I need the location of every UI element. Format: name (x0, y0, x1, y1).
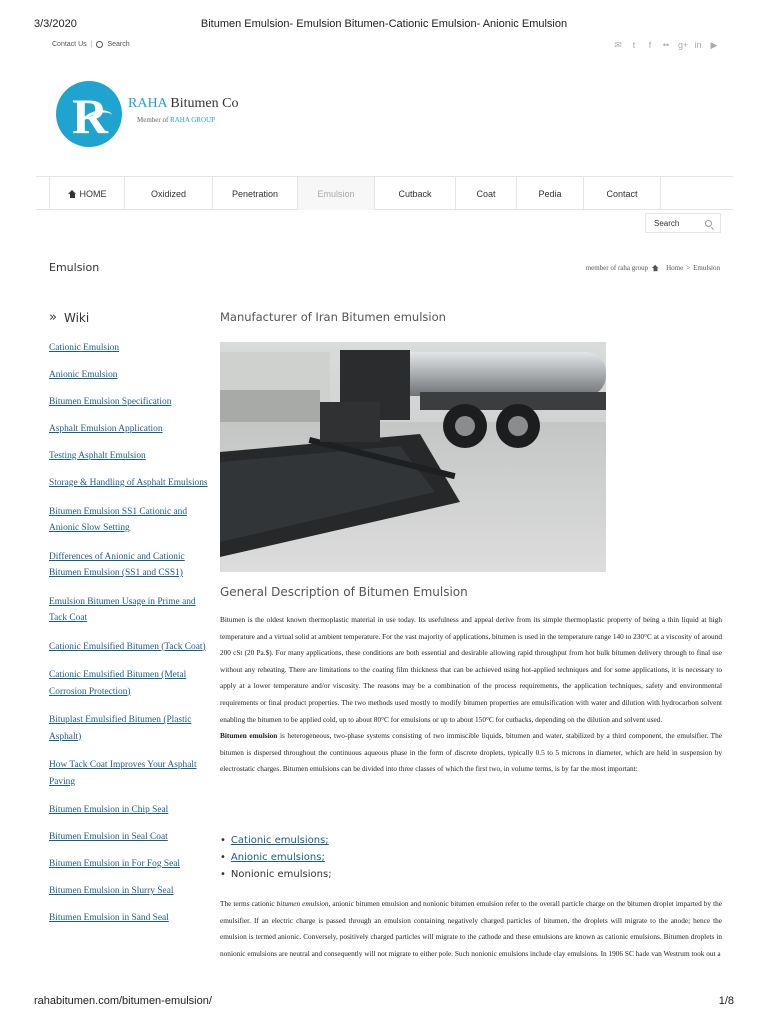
sidebar-link[interactable]: Storage & Handling of Asphalt Emulsions (49, 478, 208, 488)
topbar-separator: | (90, 41, 93, 48)
sidebar-link[interactable]: Bitumen Emulsion Specification (49, 397, 172, 407)
print-title: Bitumen Emulsion- Emulsion Bitumen-Cationic Emulsion- Anionic Emulsion (200, 18, 568, 30)
breadcrumb-home[interactable]: Home (666, 264, 684, 272)
flickr-icon[interactable]: •• (662, 40, 670, 50)
emulsion-classes-list (220, 832, 332, 883)
print-date: 3/3/2020 (34, 18, 77, 30)
breadcrumb (586, 264, 720, 272)
paragraph-3 (220, 896, 722, 962)
home-icon (68, 190, 77, 198)
nav-emulsion[interactable]: Emulsion (298, 177, 375, 210)
print-page-number: 1/8 (718, 995, 734, 1007)
brand-name[interactable] (128, 96, 238, 112)
anionic-emulsions-link[interactable]: Anionic emulsions; (230, 852, 325, 863)
nav-pedia[interactable]: Pedia (517, 177, 584, 210)
print-url: rahabitumen.com/bitumen-emulsion/ (34, 995, 212, 1007)
cationic-emulsions-link[interactable]: Cationic emulsions; (230, 835, 329, 846)
breadcrumb-home-icon (652, 265, 659, 271)
sidebar (49, 310, 209, 927)
sidebar-link[interactable]: Bitumen Emulsion in Slurry Seal (49, 886, 174, 896)
main-content (220, 310, 722, 958)
sidebar-link[interactable]: Cationic Emulsified Bitumen (Tack Coat) (49, 641, 206, 652)
sidebar-link[interactable]: Bitumen Emulsion in Chip Seal (49, 805, 169, 815)
facebook-icon[interactable]: f (648, 40, 652, 50)
social-links (614, 41, 718, 49)
list-item (220, 832, 332, 849)
intro-paragraphs (220, 612, 722, 778)
breadcrumb-sep: > (686, 264, 691, 272)
envelope-icon[interactable]: ✉ (614, 40, 622, 50)
sidebar-heading-label: Wiki (63, 310, 90, 325)
search-icon[interactable] (96, 41, 103, 48)
paragraph-2 (220, 728, 722, 778)
brand-raha: RAHA (128, 96, 167, 111)
sidebar-link[interactable]: Bitumen Emulsion SS1 Cationic and Anionic Slow Setting (49, 506, 188, 533)
paragraph-2-text: is heterogeneous, two-phase systems consisting of two immiscible liquids, bitumen and water, stabilized by a third component, the emulsifier. The bitumen is dispersed throughout the continuous aqueous phase in the form of discrete droplets, typically 0.5 to 5 microns in diameter, which are held in suspension by electrostatic charges. Bitumen emulsions can be divided into three classes of which the first two, in volume terms, is by far the most important: (220, 731, 722, 774)
top-bar (52, 41, 718, 55)
nav-penetration[interactable]: Penetration (213, 177, 298, 210)
paragraph-3-italic: bitumen emulsion (276, 899, 329, 908)
nav-oxidized[interactable]: Oxidized (125, 177, 213, 210)
tagline-member: Member of (137, 116, 171, 124)
sidebar-link[interactable]: Differences of Anionic and Cationic Bitumen Emulsion (SS1 and CSS1) (49, 551, 185, 578)
sidebar-link[interactable]: Testing Asphalt Emulsion (49, 451, 146, 461)
breadcrumb-current: Emulsion (693, 264, 720, 272)
sidebar-link[interactable]: Anionic Emulsion (49, 370, 118, 380)
raha-logo[interactable] (56, 81, 122, 147)
emulsion-sprayer-truck-photo (220, 342, 606, 572)
search-placeholder: Search (654, 219, 680, 228)
logo-letter: R (72, 88, 109, 144)
sidebar-link[interactable]: Bitumen Emulsion in For Fog Seal (49, 859, 180, 869)
nav-cutback[interactable]: Cutback (375, 177, 456, 210)
nav-home-label: HOME (79, 188, 107, 199)
sidebar-link[interactable]: Asphalt Emulsion Application (49, 424, 163, 434)
brand-rest: Bitumen Co (166, 96, 239, 111)
paragraph-2-bold: Bitumen emulsion (220, 731, 278, 741)
sidebar-link[interactable]: Emulsion Bitumen Usage in Prime and Tack Coat (49, 596, 196, 623)
brand-tagline (137, 116, 215, 124)
google-plus-icon[interactable]: g+ (678, 40, 689, 50)
list-item (220, 866, 332, 883)
nav-home[interactable] (49, 177, 125, 210)
paragraph-3-b: , anionic bitumen emulsion and nonionic bitumen emulsion refer to the overall particle charge on the bitumen droplet imparted by the emulsifier. If an electric charge is passed through an emulsion containing negatively charged particles of bitumen, the droplets will migrate to the anode; hence the emulsion is termed anionic. Conversely, positively charged particles will migrate to the cathode and these emulsions are known as cationic emulsions. Bitumen droplets in nonionic emulsions are neutral and consequently will not migrate to either pole. Such nonionic emulsions include clay emulsions. In 1906 SC hade van Westrum took out a (220, 899, 722, 958)
truck-illustration (220, 342, 606, 572)
search-input[interactable] (645, 213, 721, 233)
twitter-icon[interactable]: t (632, 40, 636, 50)
sidebar-link[interactable]: Cationic Emulsified Bitumen (Metal Corrosion Protection) (49, 670, 187, 697)
sidebar-link[interactable]: How Tack Coat Improves Your Asphalt Paving (49, 760, 197, 787)
nav-coat[interactable]: Coat (456, 177, 517, 210)
sidebar-link[interactable]: Cationic Emulsion (49, 343, 120, 353)
sidebar-link[interactable]: Bituplast Emulsified Bitumen (Plastic Asphalt) (49, 715, 192, 742)
topbar-search-link[interactable]: Search (107, 41, 130, 48)
sidebar-link[interactable]: Bitumen Emulsion in Seal Coat (49, 832, 168, 842)
nav-contact[interactable]: Contact (584, 177, 661, 210)
list-item (220, 849, 332, 866)
linkedin-icon[interactable]: in (694, 40, 702, 50)
search-magnifier-icon[interactable] (705, 220, 712, 227)
content-heading: Manufacturer of Iran Bitumen emulsion (220, 310, 446, 324)
paragraph-1: Bitumen is the oldest known thermoplastic material in use today. Its usefulness and appeal derive from its simple thermoplastic property of being a thin liquid at high temperature and a virtual solid at ambient temperature. For the vast majority of applications, bitumen is used in the temperature range 140 to 230°C at a viscosity of around 200 cSt (20 Pa.$). For many applications, these conditions are both essential and desirable allowing rapid throughput from hot bulk bitumen delivery through to final use without any reheating. There are limitations to the coating film thickness that can be achieved using hot-applied techniques and for some applications, it is necessary to apply at a lower temperature and/or viscosity. The reasons may be a combination of the process requirements, the application techniques, safety and environmental requirements or final product properties. The two methods used mostly to modify bitumen properties are emulsification with water and dilution with hydrocarbon solvent enabling the bitumen to be applied cold, up to about 80°C for emulsions or up to about 150°C for cutbacks, depending on the dilution and solvent used. (220, 615, 722, 724)
youtube-icon[interactable]: ▶ (710, 40, 718, 50)
main-nav (36, 176, 733, 210)
double-chevron-icon: » (49, 310, 54, 325)
paragraph-3-a: The terms cationic (220, 899, 277, 908)
contact-us-link[interactable]: Contact Us (52, 41, 87, 48)
sidebar-heading (49, 310, 209, 325)
nonionic-emulsions-text: Nonionic emulsions; (230, 869, 332, 880)
breadcrumb-group[interactable]: member of raha group (585, 264, 649, 272)
tagline-group: RAHA GROUP (170, 116, 215, 124)
content-subheading: General Description of Bitumen Emulsion (220, 585, 468, 599)
page-title: Emulsion (49, 261, 100, 274)
sidebar-link[interactable]: Bitumen Emulsion in Sand Seal (49, 913, 169, 923)
